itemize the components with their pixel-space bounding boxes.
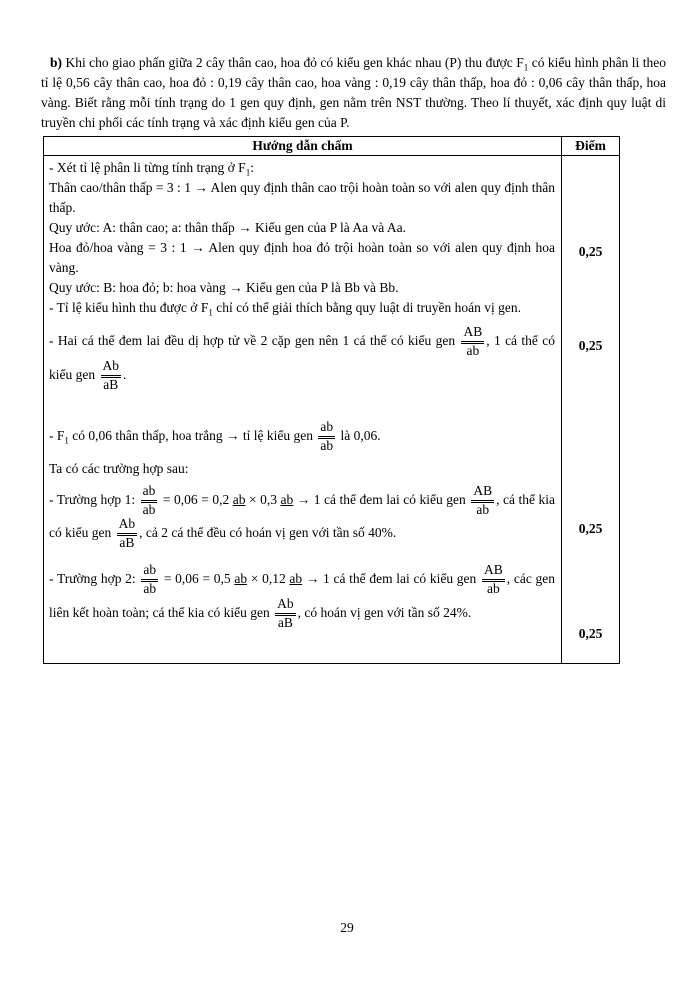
text-segment: ab bbox=[232, 491, 246, 507]
text-segment: chỉ có thể giải thích bằng quy luật di truyền hoán vị gen. bbox=[212, 300, 522, 315]
genotype-fraction: $\frac{Ab}{aB}$ bbox=[102, 357, 119, 392]
text-segment: ab bbox=[280, 491, 294, 507]
genotype-fraction: $\frac{AB}{ab}$ bbox=[484, 562, 503, 596]
rubric-body bbox=[44, 156, 619, 663]
rubric-header-row bbox=[44, 137, 619, 156]
text-segment: có 0,06 thân thấp, hoa trắng → tỉ lệ kiểu gen bbox=[68, 427, 317, 443]
genotype-fraction: $\frac{Ab}{aB}$ bbox=[118, 516, 136, 551]
rubric-row bbox=[44, 413, 619, 556]
text-segment: 1 bbox=[523, 62, 529, 73]
text-segment: = 0,06 = 0,2 bbox=[159, 491, 233, 507]
guide-paragraph bbox=[49, 459, 555, 479]
genotype-fraction: $\frac{ab}{ab}$ bbox=[143, 562, 157, 596]
guide-paragraph bbox=[49, 484, 555, 551]
text-segment: 1 bbox=[245, 167, 251, 178]
genotype-fraction: $\frac{AB}{ab}$ bbox=[463, 324, 483, 358]
guide-paragraph bbox=[49, 158, 555, 178]
text-segment: , cá thể kia có kiểu gen bbox=[49, 491, 555, 541]
text-segment: b) bbox=[50, 55, 63, 70]
text-segment: Khi cho giao phấn giữa 2 cây thân cao, hoa đỏ có kiểu gen khác nhau (P) thu được F bbox=[62, 55, 524, 70]
genotype-fraction: $\frac{Ab}{aB}$ bbox=[277, 595, 294, 630]
text-segment: - F bbox=[49, 427, 65, 443]
page-number: 29 bbox=[340, 920, 354, 935]
question-paragraph bbox=[41, 53, 666, 133]
text-segment: - Hai cá thể đem lai đều dị hợp tử về 2 cặp gen nên 1 cá thể có kiểu gen bbox=[49, 332, 460, 348]
rubric-header-points: Điểm bbox=[561, 137, 619, 155]
text-segment: ab bbox=[289, 571, 303, 586]
text-segment: Quy ước: B: hoa đỏ; b: hoa vàng → Kiểu gen của P là Bb và Bb. bbox=[49, 280, 399, 295]
text-segment: , cả 2 cá thể đều có hoán vị gen với tần số 40%. bbox=[139, 525, 397, 541]
guide-paragraph bbox=[49, 420, 555, 454]
points-cell bbox=[561, 318, 619, 413]
text-segment: , 1 cá thể có kiểu gen bbox=[49, 332, 556, 382]
rubric-row bbox=[44, 318, 619, 413]
text-segment: - Xét tỉ lệ phân li từng tính trạng ở F bbox=[49, 160, 246, 175]
genotype-fraction: $\frac{AB}{ab}$ bbox=[473, 482, 493, 517]
guide-paragraph bbox=[49, 298, 555, 318]
text-segment: Thân cao/thân thấp = 3 : 1 → Alen quy định thân cao trội hoàn toàn so với alen quy định thân thấp. bbox=[49, 180, 555, 215]
guide-paragraph bbox=[49, 218, 555, 238]
guide-cell bbox=[44, 318, 561, 413]
text-segment: → 1 cá thể đem lai có kiểu gen bbox=[293, 491, 470, 507]
text-segment: 1 bbox=[64, 435, 69, 446]
text-segment: = 0,06 = 0,5 bbox=[160, 571, 235, 586]
text-segment: × 0,3 bbox=[245, 491, 281, 507]
text-segment: × 0,12 bbox=[247, 571, 290, 586]
guide-cell bbox=[44, 156, 561, 318]
points-cell bbox=[561, 556, 619, 663]
guide-cell bbox=[44, 556, 561, 663]
guide-paragraph bbox=[49, 238, 555, 278]
text-segment: - Trường hợp 2: bbox=[49, 571, 140, 586]
text-segment: → 1 cá thể đem lai có kiểu gen bbox=[302, 571, 480, 586]
rubric-row bbox=[44, 156, 619, 318]
guide-paragraph bbox=[49, 563, 555, 630]
genotype-fraction: $\frac{ab}{ab}$ bbox=[320, 419, 334, 453]
guide-paragraph bbox=[49, 178, 555, 218]
points-value: 0,25 bbox=[578, 521, 603, 536]
text-segment: Quy ước: A: thân cao; a: thân thấp → Kiểu gen của P là Aa và Aa. bbox=[49, 220, 406, 235]
rubric-row bbox=[44, 556, 619, 663]
text-segment: Hoa đỏ/hoa vàng = 3 : 1 → Alen quy định hoa đỏ trội hoàn toàn so với alen quy định hoa vàng. bbox=[49, 240, 555, 275]
text-segment: . bbox=[123, 366, 127, 382]
points-value: 0,25 bbox=[578, 338, 603, 353]
points-value: 0,25 bbox=[578, 244, 603, 259]
text-segment: có kiểu hình phân li theo tỉ lệ 0,56 cây thân cao, hoa đỏ : 0,19 cây thân cao, hoa vàng : 0,19 cây thân thấp, hoa đỏ : 0,06 cây thân thấp, hoa vàng. Biết rằng mỗi tính trạng do 1 gen quy định, gen nằm trên NST thường. Theo lí thuyết, xác định quy luật di truyền chi phối các tính trạng và xác định kiểu gen của P. bbox=[41, 55, 666, 130]
genotype-fraction: $\frac{ab}{ab}$ bbox=[142, 482, 156, 517]
text-segment: 1 bbox=[208, 307, 213, 318]
guide-cell bbox=[44, 413, 561, 556]
rubric-header-guide: Hướng dẫn chấm bbox=[252, 138, 353, 153]
points-cell bbox=[561, 156, 619, 318]
guide-paragraph bbox=[49, 278, 555, 298]
points-cell bbox=[561, 413, 619, 556]
text-segment: - Trường hợp 1: bbox=[49, 491, 139, 507]
text-segment: ab bbox=[234, 571, 248, 586]
text-segment: , các gen liên kết hoàn toàn; cá thể kia có kiểu gen bbox=[49, 571, 555, 620]
text-segment: - Tỉ lệ kiểu hình thu được ở F bbox=[49, 300, 209, 315]
text-segment: Ta có các trường hợp sau: bbox=[49, 460, 189, 476]
points-value: 0,25 bbox=[578, 626, 603, 642]
guide-paragraph bbox=[49, 325, 555, 392]
text-segment: : bbox=[250, 160, 254, 175]
text-segment: , có hoán vị gen với tần số 24%. bbox=[297, 604, 472, 620]
text-segment: là 0,06. bbox=[337, 427, 381, 443]
grading-rubric-table bbox=[43, 136, 620, 664]
